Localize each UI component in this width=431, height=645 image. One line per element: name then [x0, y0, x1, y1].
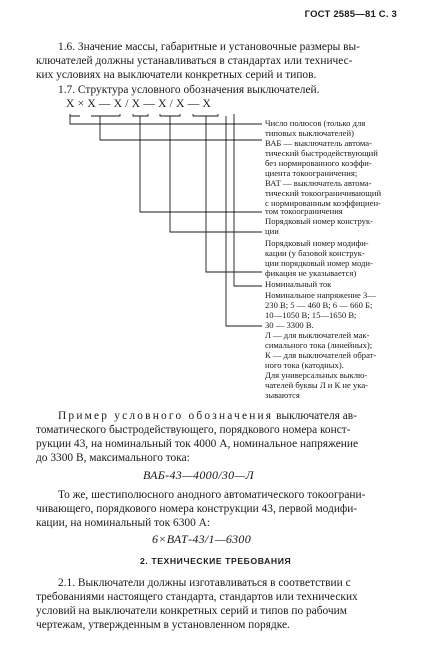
leader-bracket — [91, 114, 120, 116]
example-formula-1: ВАБ-43—4000/30—Л — [143, 468, 254, 482]
legend-current: Номинальный ток — [265, 279, 332, 289]
section-2-line-4: чертежам, утвержденным в установленном порядке. — [36, 619, 290, 631]
legend-mod-1: Порядковый номер модифи- — [265, 238, 369, 248]
leader-type — [100, 116, 262, 140]
leader-bracket — [160, 114, 180, 116]
legend-poles-1: Число полюсов (только для — [265, 118, 366, 128]
example2-line-3: кации, на номинальный ток 6300 А: — [36, 517, 211, 529]
leader-bracket — [70, 114, 80, 116]
para-1-6-line-2: ключателей должны устанавливаться в стандартах или техничес- — [36, 55, 353, 67]
legend-type-6: тический токоограничивающий — [265, 188, 382, 198]
legend-type-4: циента токоограничения; — [265, 168, 358, 178]
example-line-1 — [58, 409, 357, 423]
legend-voltage-2: 230 В; 5 — 460 В; 6 — 660 Б; — [265, 300, 373, 310]
legend-type-1: ВАБ — выключатель автома- — [265, 138, 372, 148]
legend-mod-4: фикация не указывается) — [265, 268, 357, 278]
example2-line-1: То же, шестиполюсного анодного автоматического токоограни- — [58, 489, 366, 501]
section-2-line-1: 2.1. Выключатели должны изготавливаться в соответствии с — [58, 577, 351, 589]
legend-voltage-3: 10—1050 В; 15—1650 В; — [265, 310, 357, 320]
leader-extra — [226, 116, 262, 326]
legend-extra-6: чателей буквы Л и К не ука- — [265, 380, 369, 390]
legend-design-1: Порядковый номер конструк- — [265, 216, 373, 226]
legend-extra-4: ного тока (катодных). — [265, 360, 344, 370]
section-2-heading: 2. ТЕХНИЧЕСКИЕ ТРЕБОВАНИЯ — [140, 556, 292, 566]
designation-template: X × X — X / X — X / X — X — [66, 98, 212, 110]
legend-poles-2: типовых выключателей) — [265, 128, 354, 138]
leader-modification — [170, 116, 262, 232]
legend-type-7: с нормированным коэффициен- — [265, 198, 381, 208]
legend-mod-2: кации (у базовой конструк- — [265, 248, 365, 258]
legend-type-5: ВАТ — выключатель автома- — [265, 178, 372, 188]
legend-mod-3: ции порядковый номер моди- — [265, 258, 373, 268]
para-1-6-line-1: 1.6. Значение массы, габаритные и установочные размеры вы- — [58, 41, 360, 53]
legend-extra-7: зываются — [265, 390, 300, 400]
section-2-line-3: условий на выключатели конкретных серий и типов по рабочим — [36, 605, 347, 617]
section-2-line-2: требованиями настоящего стандарта, стандартов или технических — [36, 591, 358, 603]
leader-bracket — [133, 114, 148, 116]
example-line-2: томатического быстродействующего, порядкового номера конст- — [36, 424, 351, 436]
legend-type-8: том токоограничения — [265, 206, 343, 216]
legend-design-2: ции — [265, 226, 279, 236]
para-1-6-line-3: ких условиях на выключатели конкретных серий и типов. — [36, 69, 317, 81]
legend-type-2: тический быстродействующий — [265, 148, 378, 158]
example-line-3: рукции 43, на номинальный ток 4000 А, номинальное напряжение — [36, 438, 359, 450]
legend-type-3: без нормированного коэффи- — [265, 158, 372, 168]
legend-extra-5: Для универсальных выклю- — [265, 370, 368, 380]
leader-bracket — [193, 114, 218, 116]
legend-extra-3: К — для выключателей обрат- — [265, 350, 377, 360]
page-header: ГОСТ 2585—81 С. 3 — [304, 9, 397, 20]
legend-voltage-4: 30 — 3300 В. — [265, 320, 314, 330]
example2-line-2: чивающего, порядкового номера конструкции 43, первой модифи- — [36, 503, 358, 515]
example-lead: Пример условного обозначения — [58, 410, 274, 422]
para-1-7-title: 1.7. Структура условного обозначения выключателей. — [58, 84, 320, 96]
example-formula-2: 6×ВАТ-43/1—6300 — [152, 532, 252, 546]
example-lead-rest: выключателя ав- — [273, 410, 357, 422]
leader-poles — [70, 116, 262, 124]
legend-extra-2: симального тока (линейных); — [265, 340, 373, 350]
leader-design — [140, 116, 262, 212]
example-line-4: до 3300 В, максимального тока: — [36, 452, 190, 464]
legend-voltage-1: Номинальное напряжение 3— — [265, 290, 376, 300]
legend-extra-1: Л — для выключателей мак- — [265, 330, 370, 340]
